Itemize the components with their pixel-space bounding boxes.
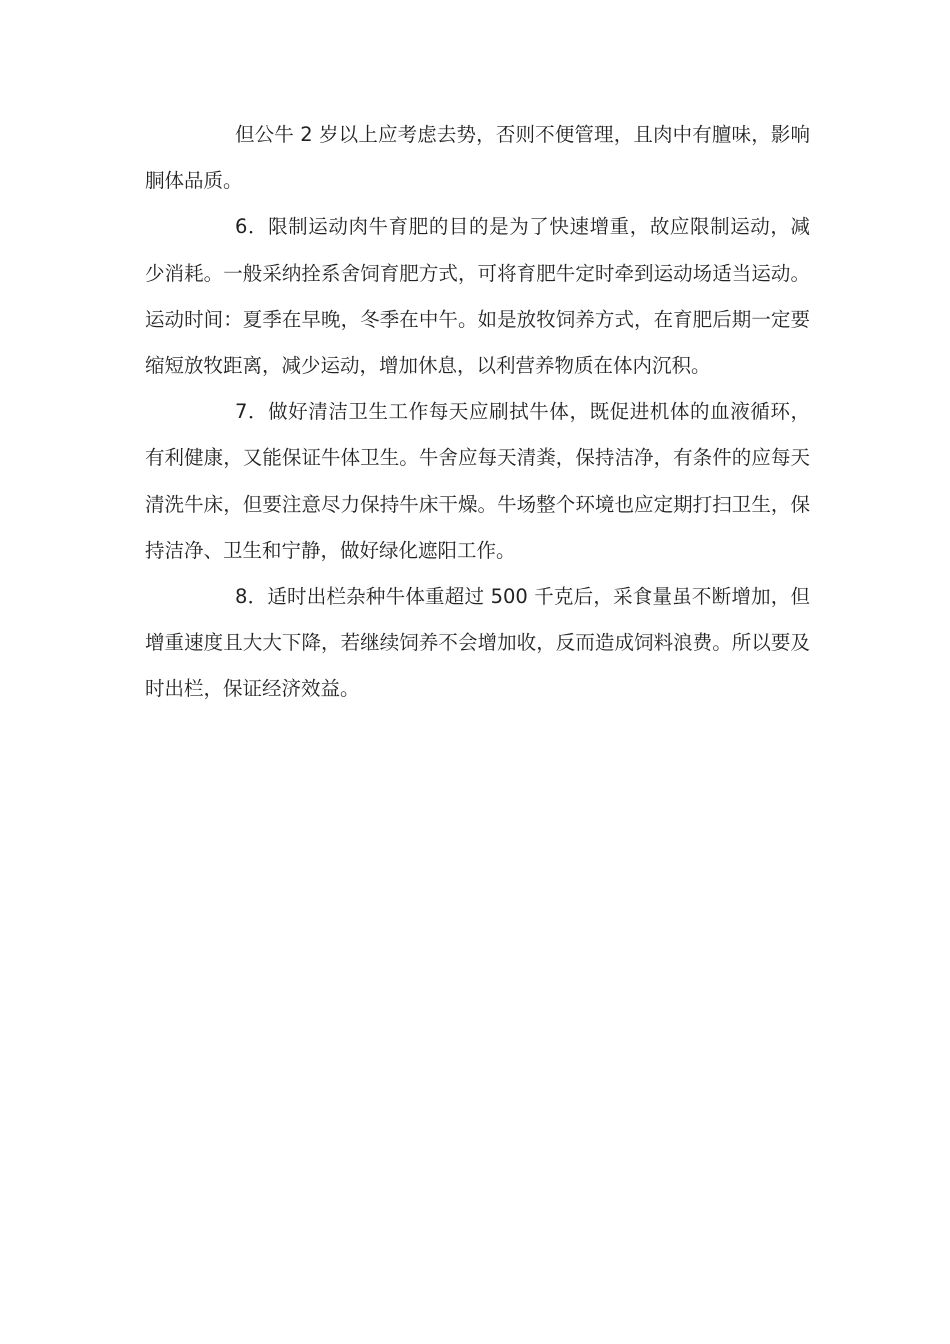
paragraph-limit-exercise: 6．限制运动肉牛育肥的目的是为了快速增重，故应限制运动，减少消耗。一般采纳拴系舍饲育肥方式，可将育肥牛定时牵到运动场适当运动。运动时间：夏季在早晚，冬季在中午。如是放牧饲养方式，在育肥后期一定要缩短放牧距离，减少运动，增加休息，以利营养物质在体内沉积。: [145, 215, 810, 378]
document-body: [145, 112, 810, 713]
paragraph-castration: 但公牛 2 岁以上应考虑去势，否则不便管理，且肉中有膻味，影响胴体品质。: [145, 123, 810, 193]
paragraph-timely-slaughter: 8．适时出栏杂种牛体重超过 500 千克后，采食量虽不断增加，但增重速度且大大下降，若继续饲养不会增加收，反而造成饲料浪费。所以要及时出栏，保证经济效益。: [145, 585, 810, 701]
paragraph-cleanliness: 7．做好清洁卫生工作每天应刷拭牛体，既促进机体的血液循环，有利健康，又能保证牛体卫生。牛舍应每天清粪，保持洁净，有条件的应每天清洗牛床，但要注意尽力保持牛床干燥。牛场整个环境也应定期打扫卫生，保持洁净、卫生和宁静，做好绿化遮阳工作。: [145, 400, 810, 562]
